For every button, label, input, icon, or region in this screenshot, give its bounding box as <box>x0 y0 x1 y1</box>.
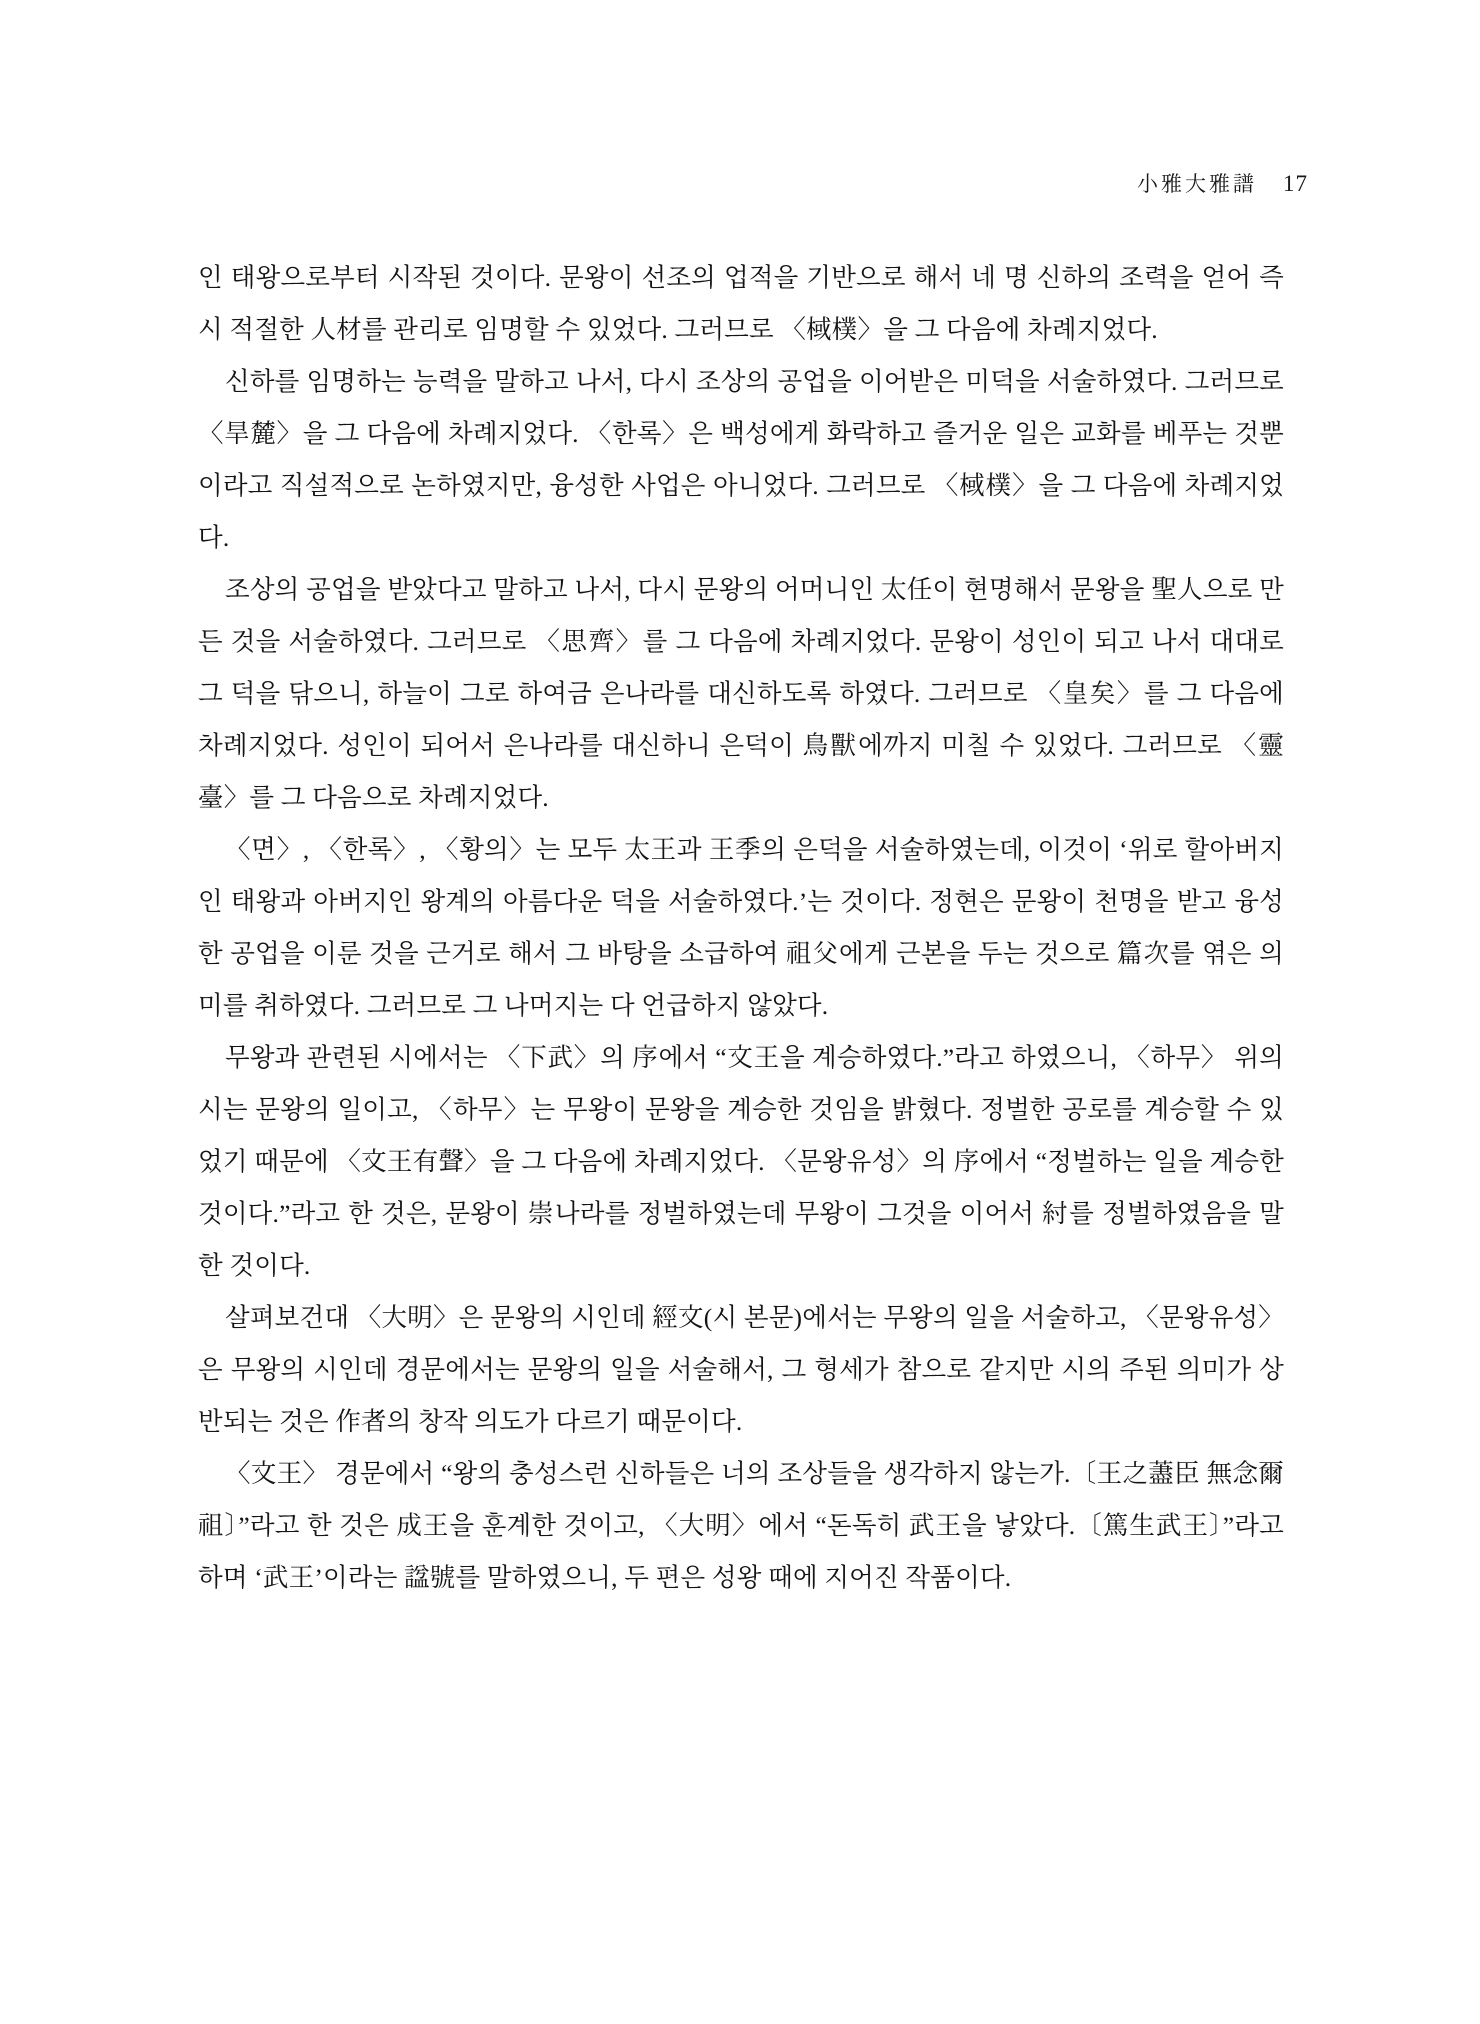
running-title: 小雅大雅譜 <box>1137 172 1257 196</box>
page-number: 17 <box>1283 171 1308 196</box>
paragraph: 살펴보건대 〈大明〉은 문왕의 시인데 經文(시 본문)에서는 무왕의 일을 서술하고, 〈문왕유성〉은 무왕의 시인데 경문에서는 문왕의 일을 서술해서, 그 형세가 참으로 같지만 시의 주된 의미가 상반되는 것은 作者의 창작 의도가 다르기 때문이다. <box>198 1303 1284 1436</box>
paragraph: 인 태왕으로부터 시작된 것이다. 문왕이 선조의 업적을 기반으로 해서 네 명 신하의 조력을 얻어 즉시 적절한 人材를 관리로 임명할 수 있었다. 그러므로 〈棫樸〉을 그 다음에 차례지었다. <box>198 263 1284 344</box>
paragraph: 〈면〉, 〈한록〉, 〈황의〉는 모두 太王과 王季의 은덕을 서술하였는데, 이것이 ‘위로 할아버지인 태왕과 아버지인 왕계의 아름다운 덕을 서술하였다.’는 것이다. 정현은 문왕이 천명을 받고 융성한 공업을 이룬 것을 근거로 해서 그 바탕을 소급하여 祖父에게 근본을 두는 것으로 篇次를 엮은 의미를 취하였다. 그러므로 그 나머지는 다 언급하지 않았다. <box>198 835 1284 1020</box>
paragraph: 조상의 공업을 받았다고 말하고 나서, 다시 문왕의 어머니인 太任이 현명해서 문왕을 聖人으로 만든 것을 서술하였다. 그러므로 〈思齊〉를 그 다음에 차례지었다. 문왕이 성인이 되고 나서 대대로 그 덕을 닦으니, 하늘이 그로 하여금 은나라를 대신하도록 하였다. 그러므로 〈皇矣〉를 그 다음에 차례지었다. 성인이 되어서 은나라를 대신하니 은덕이 鳥獸에까지 미칠 수 있었다. 그러므로 〈靈臺〉를 그 다음으로 차례지었다. <box>198 575 1284 812</box>
paragraph: 〈文王〉 경문에서 “왕의 충성스런 신하들은 너의 조상들을 생각하지 않는가.〔王之藎臣 無念爾祖〕”라고 한 것은 成王을 훈계한 것이고, 〈大明〉에서 “돈독히 武王을 낳았다.〔篤生武王〕”라고 하며 ‘武王’이라는 諡號를 말하였으니, 두 편은 성왕 때에 지어진 작품이다. <box>198 1459 1284 1592</box>
page-body <box>198 252 1284 1604</box>
page-header <box>1137 168 1308 198</box>
paragraph: 신하를 임명하는 능력을 말하고 나서, 다시 조상의 공업을 이어받은 미덕을 서술하였다. 그러므로 〈旱麓〉을 그 다음에 차례지었다. 〈한록〉은 백성에게 화락하고 즐거운 일은 교화를 베푸는 것뿐이라고 직설적으로 논하였지만, 융성한 사업은 아니었다. 그러므로 〈棫樸〉을 그 다음에 차례지었다. <box>198 367 1284 552</box>
paragraph: 무왕과 관련된 시에서는 〈下武〉의 序에서 “文王을 계승하였다.”라고 하였으니, 〈하무〉 위의 시는 문왕의 일이고, 〈하무〉는 무왕이 문왕을 계승한 것임을 밝혔다. 정벌한 공로를 계승할 수 있었기 때문에 〈文王有聲〉을 그 다음에 차례지었다. 〈문왕유성〉의 序에서 “정벌하는 일을 계승한 것이다.”라고 한 것은, 문왕이 崇나라를 정벌하였는데 무왕이 그것을 이어서 紂를 정벌하였음을 말한 것이다. <box>198 1043 1284 1280</box>
